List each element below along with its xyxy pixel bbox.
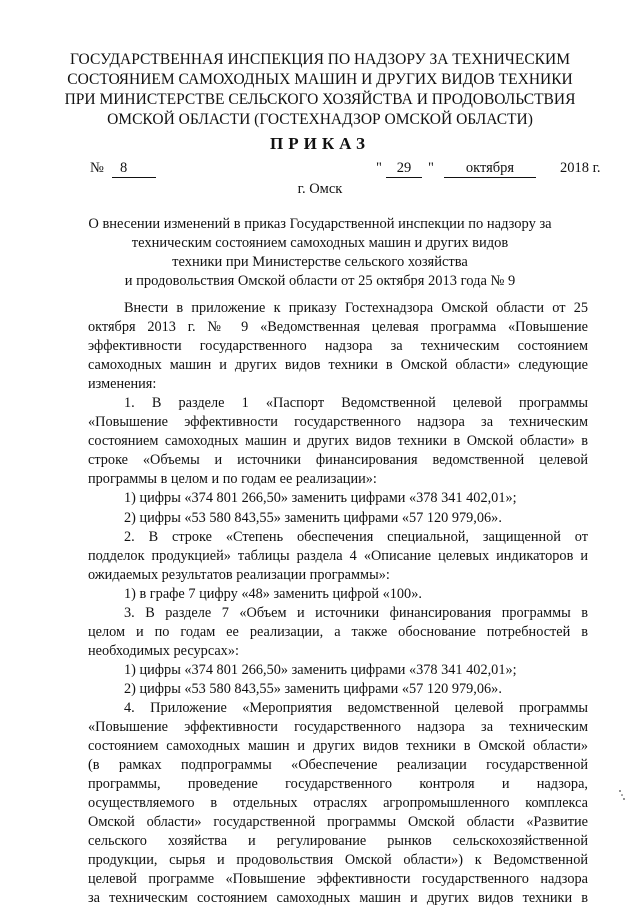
body-line: 1) в графе 7 цифру «48» заменить цифрой «100». — [124, 585, 422, 602]
quote-open: " — [376, 160, 382, 176]
body-line: 2. В строке «Степень обеспечения специальной, защищенной от — [124, 528, 588, 545]
body-line: 2) цифры «53 580 843,55» заменить цифрами «57 120 979,06». — [124, 680, 502, 697]
document-type-title: ПРИКАЗ — [270, 134, 370, 153]
order-day: 29 — [386, 160, 422, 178]
org-line: СОСТОЯНИЕМ САМОХОДНЫХ МАШИН И ДРУГИХ ВИДОВ ТЕХНИКИ — [67, 71, 573, 88]
body-line: октября 2013 г. № 9 «Ведомственная целевая программа «Повышение — [88, 319, 588, 336]
body-line: 1. В разделе 1 «Паспорт Ведомственной целевой программы — [124, 395, 588, 412]
org-line: ОМСКОЙ ОБЛАСТИ (ГОСТЕХНАДЗОР ОМСКОЙ ОБЛАСТИ) — [107, 111, 533, 128]
body-line: строке «Объемы и источники финансирования ведомственной целевой — [88, 452, 588, 469]
scan-speck-icon — [617, 788, 627, 802]
order-body — [88, 299, 588, 909]
body-line: самоходных машин и других видов техники в Омской области» следующие — [88, 357, 588, 374]
body-line: необходимых ресурсах»: — [88, 642, 239, 659]
order-number-date-line — [0, 160, 640, 182]
body-line: эффективности государственного надзора за техническим состоянием — [88, 338, 588, 355]
subject-line: О внесении изменений в приказ Государственной инспекции по надзору за — [88, 216, 552, 232]
body-line: 3. В разделе 7 «Объем и источники финансирования программы в — [124, 604, 588, 621]
body-line: ожидаемых результатов реализации программы»: — [88, 566, 390, 583]
body-line: Внести в приложение к приказу Гостехнадзора Омской области от 25 — [124, 300, 588, 316]
subject-line: техники при Министерстве сельского хозяйства — [172, 254, 468, 270]
body-line: 1) цифры «374 801 266,50» заменить цифрами «378 341 402,01»; — [124, 490, 517, 507]
body-line: 1) цифры «374 801 266,50» заменить цифрами «378 341 402,01»; — [124, 661, 517, 678]
body-line: состоянием самоходных машин и других видов техники в Омской области» в — [88, 433, 588, 450]
body-line: состоянием самоходных машин и других видов техники в Омской области» — [88, 738, 588, 755]
org-line: ГОСУДАРСТВЕННАЯ ИНСПЕКЦИЯ ПО НАДЗОРУ ЗА ТЕХНИЧЕСКИМ — [69, 51, 570, 68]
body-line: «Повышение эффективности государственного надзора за техническим — [88, 414, 588, 431]
body-line: целом и по годам ее реализации, а также обоснование потребностей в — [88, 623, 588, 640]
body-line: Омской области» государственной программы Омской области «Развитие — [88, 814, 588, 831]
body-line: 2) цифры «53 580 843,55» заменить цифрами «57 120 979,06». — [124, 509, 502, 526]
organization-header — [60, 50, 580, 130]
body-line: продукции, сырья и продовольствия Омской области») к Ведомственной — [88, 852, 588, 869]
body-line: изменения: — [88, 376, 157, 393]
body-line: программы в целом и по годам ее реализации»: — [88, 471, 377, 488]
order-month: октября — [444, 160, 536, 178]
body-line: программы, проведение государственного контроля и надзора, — [88, 776, 588, 793]
body-line: (в рамках подпрограммы «Обеспечение реализации государственной — [88, 757, 588, 774]
org-line: ПРИ МИНИСТЕРСТВЕ СЕЛЬСКОГО ХОЗЯЙСТВА И ПРОДОВОЛЬСТВИЯ — [64, 91, 576, 108]
order-subject — [80, 215, 560, 291]
body-line: осуществляемого в отдельных отраслях агропромышленного комплекса — [88, 795, 588, 812]
city: г. Омск — [297, 181, 343, 197]
body-line: за техническим состоянием самоходных машин и других видов техники в — [88, 890, 588, 907]
body-line: целевой программе «Повышение эффективности государственного надзора — [88, 871, 588, 888]
body-line: подделок продукцией» таблицы раздела 4 «Описание целевых индикаторов и — [88, 547, 588, 564]
order-year: 2018 г. — [560, 160, 601, 176]
number-label: № — [90, 160, 104, 176]
subject-line: техническим состоянием самоходных машин и других видов — [131, 235, 509, 251]
order-number: 8 — [112, 160, 156, 178]
quote-close: " — [428, 160, 434, 176]
subject-line: и продовольствия Омской области от 25 октября 2013 года № 9 — [124, 273, 516, 289]
body-line: сельского хозяйства и регулирование рынков сельскохозяйственной — [88, 833, 588, 850]
body-line: 4. Приложение «Мероприятия ведомственной целевой программы — [124, 699, 588, 716]
body-line: «Повышение эффективности государственного надзора за техническим — [88, 719, 588, 736]
